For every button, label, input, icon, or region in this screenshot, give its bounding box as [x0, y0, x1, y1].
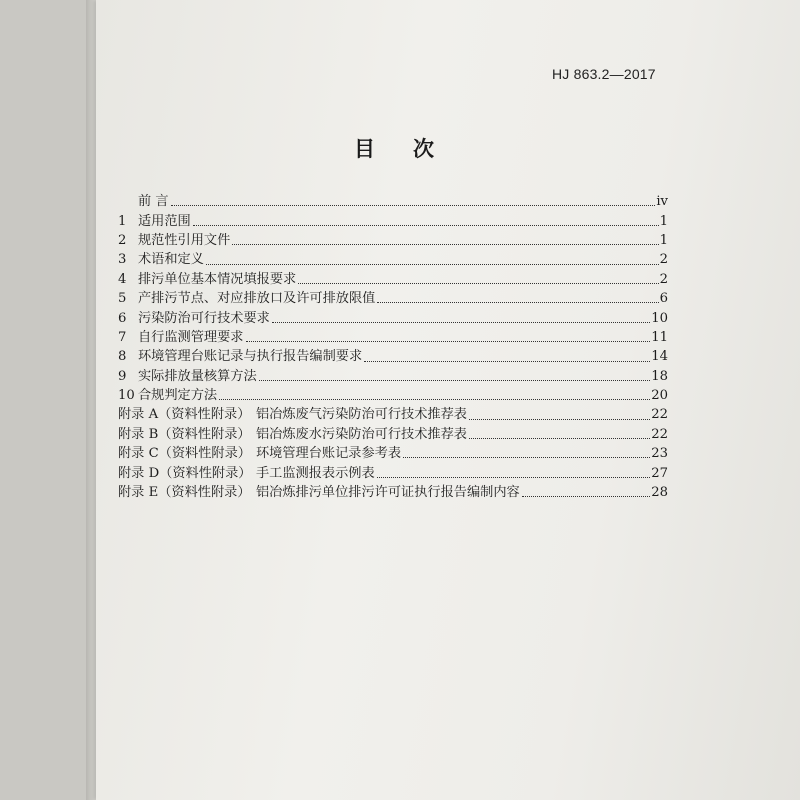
toc-entry[interactable]: [118, 325, 668, 344]
toc-entry[interactable]: [118, 286, 668, 305]
toc-entry-label: [118, 215, 193, 228]
toc-entry-page: 14: [651, 349, 668, 365]
toc-entry[interactable]: [118, 441, 668, 460]
toc-leader-dots: [219, 398, 650, 400]
toc-entry-label: [118, 467, 377, 480]
toc-entry-page: 2: [659, 252, 668, 268]
toc-leader-dots: [193, 224, 659, 226]
toc-entry-label: [118, 486, 522, 499]
toc-entry-title: 产排污节点、对应排放口及许可排放限值: [138, 291, 376, 307]
toc-entry-label: [118, 331, 246, 344]
toc-entry-title: 合规判定方法: [138, 388, 218, 404]
toc-entry-label: [118, 253, 206, 266]
toc-entry[interactable]: [118, 208, 668, 227]
toc-entry[interactable]: [118, 460, 668, 479]
toc-entry-title: 铝冶炼废水污染防治可行技术推荐表: [256, 426, 467, 442]
toc-entry-number: 附录 A（资料性附录）: [118, 407, 251, 423]
standard-code: [552, 66, 656, 82]
toc-leader-dots: [469, 418, 650, 420]
toc-entry-title: 手工监测报表示例表: [256, 465, 375, 481]
toc-entry-title: 前 言: [138, 194, 169, 210]
toc-entry-title: 适用范围: [138, 213, 191, 229]
toc-entry-title: 排污单位基本情况填报要求: [138, 271, 297, 287]
page-title: [354, 133, 436, 163]
toc-entry-title: 规范性引用文件: [138, 232, 231, 248]
toc-entry-page: 28: [651, 485, 668, 501]
toc-entry-number: 3: [118, 252, 127, 268]
toc-entry-label: [118, 292, 377, 305]
toc-entry-page: 18: [651, 368, 668, 384]
toc-entry-label: [118, 428, 469, 441]
toc-entry-page: 27: [651, 465, 668, 481]
toc-entry-number: 9: [118, 368, 127, 384]
toc-leader-dots: [259, 379, 651, 381]
title-char-1: 目: [354, 136, 377, 161]
toc-leader-dots: [272, 321, 650, 323]
toc-entry[interactable]: [118, 364, 668, 383]
toc-entry-page: 23: [651, 446, 668, 462]
toc-leader-dots: [298, 282, 658, 284]
toc-leader-dots: [377, 476, 651, 478]
toc-entry-page: 20: [651, 388, 668, 404]
title-char-2: 次: [413, 136, 436, 161]
table-of-contents: [118, 189, 668, 499]
page-edge: [86, 0, 96, 800]
toc-entry[interactable]: [118, 267, 668, 286]
toc-entry-page: iv: [656, 194, 668, 210]
toc-leader-dots: [522, 495, 650, 497]
toc-entry-title: 污染防治可行技术要求: [138, 310, 270, 326]
toc-entry-label: [118, 273, 298, 286]
toc-entry-title: 环境管理台账记录与执行报告编制要求: [138, 349, 363, 365]
toc-entry-number: 附录 B（资料性附录）: [118, 426, 251, 442]
toc-entry-title: 术语和定义: [138, 252, 204, 268]
toc-leader-dots: [469, 437, 650, 439]
toc-entry[interactable]: [118, 402, 668, 421]
toc-entry-label: [118, 389, 219, 402]
toc-entry[interactable]: [118, 247, 668, 266]
standard-code-text: HJ 863.2—2017: [552, 66, 656, 82]
toc-entry-number: 8: [118, 349, 127, 365]
toc-entry-title: 自行监测管理要求: [138, 329, 244, 345]
toc-entry-number: 附录 C（资料性附录）: [118, 446, 251, 462]
toc-entry-number: 7: [118, 329, 127, 345]
toc-leader-dots: [403, 456, 650, 458]
toc-entry-label: [118, 350, 364, 363]
toc-entry-number: 1: [118, 213, 127, 229]
toc-entry[interactable]: [118, 344, 668, 363]
toc-entry[interactable]: [118, 383, 668, 402]
toc-entry-title: 铝冶炼废气污染防治可行技术推荐表: [256, 407, 467, 423]
toc-entry-number: 4: [118, 271, 127, 287]
toc-entry-label: [118, 195, 171, 208]
toc-entry[interactable]: [118, 189, 668, 208]
toc-entry-number: 5: [118, 291, 127, 307]
toc-leader-dots: [171, 204, 656, 206]
toc-entry-number: 6: [118, 310, 127, 326]
toc-entry-number: 附录 D（资料性附录）: [118, 465, 252, 481]
toc-entry-page: 1: [659, 213, 668, 229]
toc-entry-page: 6: [659, 291, 668, 307]
toc-entry-page: 22: [651, 426, 668, 442]
toc-leader-dots: [364, 360, 650, 362]
toc-leader-dots: [377, 301, 658, 303]
toc-entry[interactable]: [118, 305, 668, 324]
toc-entry-page: 22: [651, 407, 668, 423]
toc-entry-number: 附录 E（资料性附录）: [118, 485, 251, 501]
toc-entry-label: [118, 370, 259, 383]
toc-entry-page: 10: [651, 310, 668, 326]
toc-entry-title: 环境管理台账记录参考表: [256, 446, 402, 462]
toc-entry-page: 1: [659, 232, 668, 248]
toc-entry-label: [118, 234, 232, 247]
toc-entry-page: 11: [651, 329, 668, 345]
toc-leader-dots: [206, 263, 659, 265]
toc-entry-label: [118, 447, 403, 460]
toc-entry-title: 实际排放量核算方法: [138, 368, 257, 384]
toc-entry-number: 10: [118, 388, 135, 404]
toc-entry-label: [118, 408, 469, 421]
toc-entry[interactable]: [118, 480, 668, 499]
toc-entry-label: [118, 312, 272, 325]
toc-entry[interactable]: [118, 422, 668, 441]
toc-entry[interactable]: [118, 228, 668, 247]
toc-leader-dots: [232, 243, 658, 245]
toc-entry-title: 铝冶炼排污单位排污许可证执行报告编制内容: [256, 485, 520, 501]
toc-entry-page: 2: [659, 271, 668, 287]
toc-entry-number: 2: [118, 232, 127, 248]
toc-leader-dots: [246, 340, 651, 342]
